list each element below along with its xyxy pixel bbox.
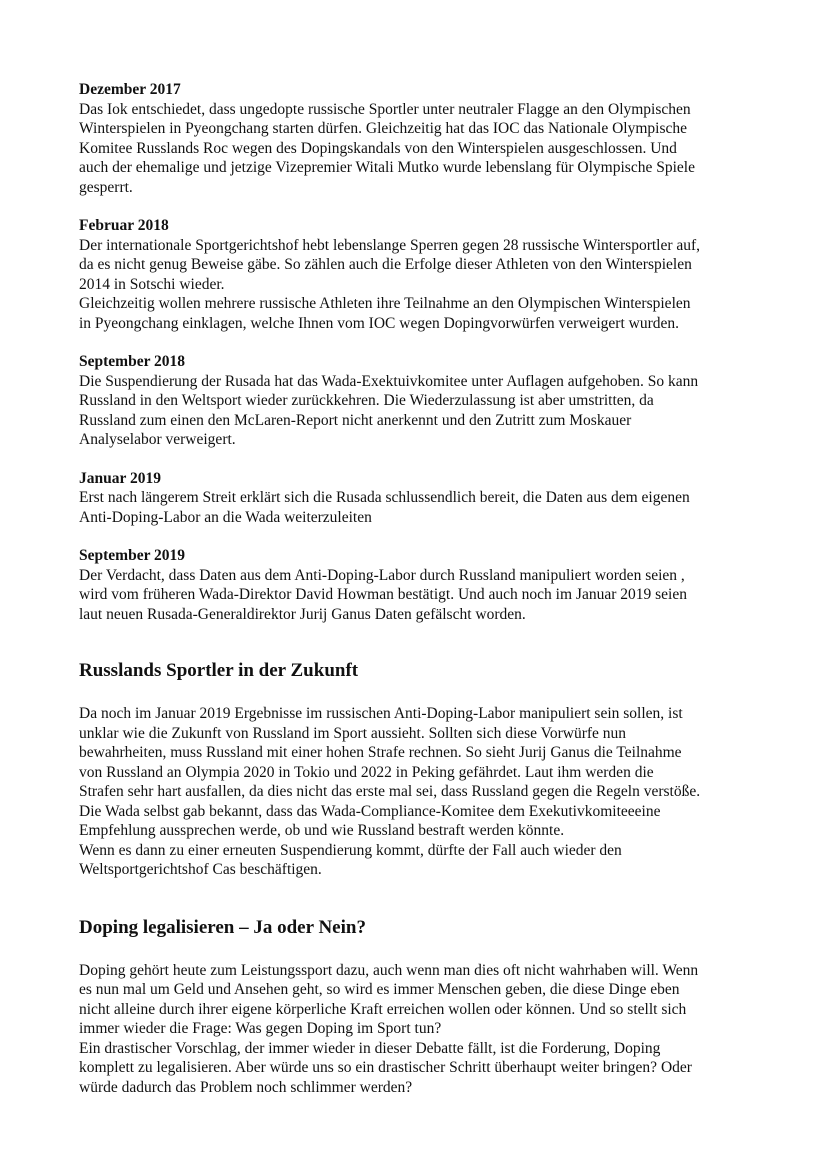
document-page bbox=[79, 80, 759, 1097]
timeline-entry-dezember-2017 bbox=[79, 80, 759, 197]
entry-text: Die Suspendierung der Rusada hat das Wada-Exektuivkomitee unter Auflagen aufgehoben. So kann Russland in den Weltsport wieder zurückkehren. Die Wiederzulassung ist aber umstritten, da Russland zum einen den McLaren-Report nicht anerkennt und den Zutritt zum Moskauer Analyselabor verweigert. bbox=[79, 372, 699, 448]
entry-title: September 2018 bbox=[79, 353, 186, 370]
section-heading-doping: Doping legalisieren – Ja oder Nein? bbox=[79, 916, 366, 938]
timeline-entry-februar-2018 bbox=[79, 216, 759, 333]
entry-text: Das Iok entschiedet, dass ungedopte russische Sportler unter neutraler Flagge an den Olympischen Winterspielen in Pyeongchang starten dürfen. Gleichzeitig hat das IOC das Nationale Olympische Komitee Russlands Roc wegen des Dopingskandals von den Winterspielen ausgeschlossen. Und auch der ehemalige und jetzige Vizepremier Witali Mutko wurde lebenslang für Olympische Spiele gesperrt. bbox=[79, 100, 695, 196]
section-body-doping: Doping gehört heute zum Leistungssport dazu, auch wenn man dies oft nicht wahrhaben will. Wenn es nun mal um Geld und Ansehen geht, so wird es immer Menschen geben, die diese Dinge eben nicht alleine durch ihrer eigene körperliche Kraft erreichen wollen oder können. Und so stellt sich immer wieder die Frage: Was gegen Doping im Sport tun? Ein drastischer Vorschlag, der immer wieder in dieser Debatte fällt, ist die Forderung, Doping komplett zu legalisieren. Aber würde uns so ein drastischer Schritt überhaupt weiter bringen? Oder würde dadurch das Problem noch schlimmer werden? bbox=[79, 961, 699, 1096]
entry-title: September 2019 bbox=[79, 547, 186, 564]
section-body-zukunft: Da noch im Januar 2019 Ergebnisse im russischen Anti-Doping-Labor manipuliert sein sollen, ist unklar wie die Zukunft von Russland im Sport aussieht. Sollten sich diese Vorwürfe nun bewahrheiten, muss Russland mit einer hohen Strafe rechnen. So sieht Jurij Ganus die Teilnahme von Russland an Olympia 2020 in Tokio und 2022 in Peking gefährdet. Laut ihm werden die Strafen sehr hart ausfallen, da dies nicht das erste mal sei, dass Russland gegen die Regeln verstöße. Die Wada selbst gab bekannt, dass das Wada-Compliance-Komitee dem Exekutivkomiteeeine Empfehlung aussprechen werde, ob und wie Russland bestraft werden könnte. Wenn es dann zu einer erneuten Suspendierung kommt, dürfte der Fall auch wieder den Weltsportgerichtshof Cas beschäftigen. bbox=[79, 705, 701, 878]
entry-title: Dezember 2017 bbox=[79, 81, 181, 98]
entry-title: Januar 2019 bbox=[79, 469, 161, 487]
entry-text: Erst nach längerem Streit erklärt sich die Rusada schlussendlich bereit, die Daten aus dem eigenen Anti-Doping-Labor an die Wada weiterzuleiten bbox=[79, 489, 690, 526]
section-heading-zukunft: Russlands Sportler in der Zukunft bbox=[79, 660, 359, 681]
entry-text: Der Verdacht, dass Daten aus dem Anti-Doping-Labor durch Russland manipuliert worden seien , wird vom früheren Wada-Direktor David Howman bestätigt. Und auch noch im Januar 2019 seien laut neuen Rusada-Generaldirektor Jurij Ganus Daten gefälscht worden. bbox=[79, 566, 687, 623]
timeline-entry-september-2018 bbox=[79, 352, 759, 450]
entry-title: Februar 2018 bbox=[79, 217, 169, 234]
timeline-entry-januar-2019 bbox=[79, 469, 759, 528]
entry-text: Der internationale Sportgerichtshof hebt lebenslange Sperren gegen 28 russische Wintersportler auf, da es nicht genug Beweise gäbe. So zählen auch die Erfolge dieser Athleten von den Winterspielen 2014 in Sotschi wieder. Gleichzeitig wollen mehrere russische Athleten ihre Teilnahme an den Olympischen Winterspielen in Pyeongchang einklagen, welche Ihnen vom IOC wegen Dopingvorwürfen verweigert wurden. bbox=[79, 236, 701, 332]
timeline-entry-september-2019 bbox=[79, 546, 759, 624]
